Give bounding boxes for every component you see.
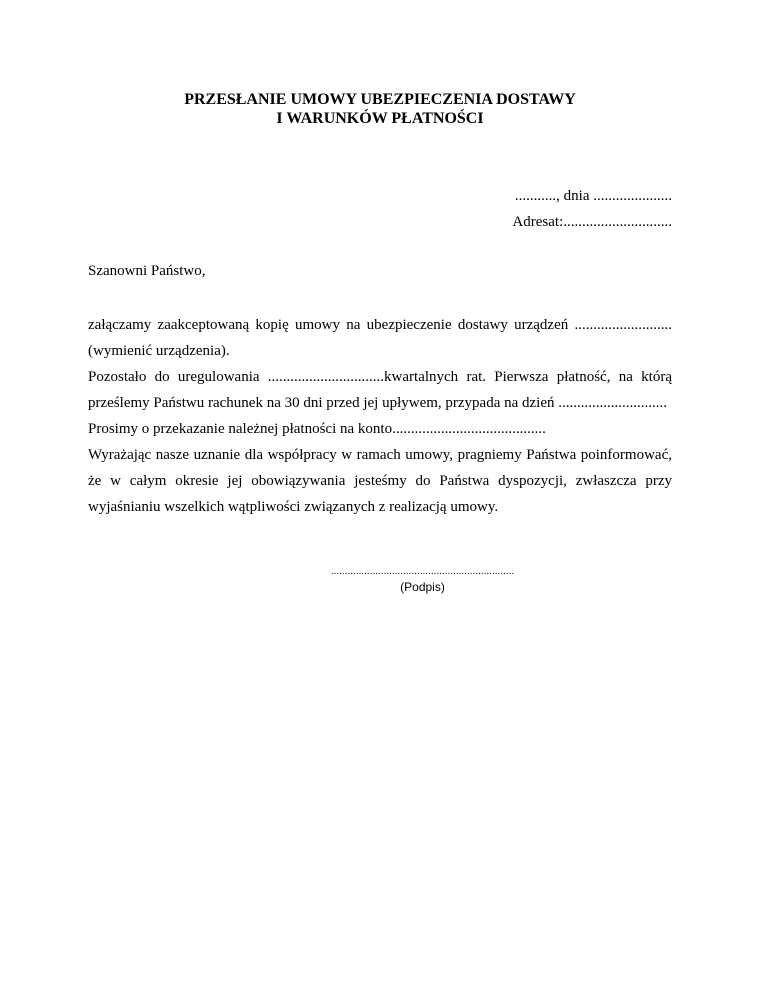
paragraph-installments: Pozostało do uregulowania ...............................kwartalnych rat. Pierwsza płatność, na którą prześlemy Państwu rachunek na 30 dni przed jej upływem, przypada na dzień ............................. — [88, 369, 672, 411]
signature-line: .................................................................. — [330, 566, 515, 577]
document-title — [88, 90, 672, 128]
title-line-2: I WARUNKÓW PŁATNOŚCI — [276, 110, 484, 127]
signature-label: (Podpis) — [400, 580, 445, 594]
title-line-1: PRZESŁANIE UMOWY UBEZPIECZENIA DOSTAWY — [184, 91, 576, 108]
paragraph-payment-request: Prosimy o przekazanie należnej płatności na konto......................................... — [88, 421, 546, 437]
signature-block — [330, 566, 515, 594]
greeting: Szanowni Państwo, — [88, 263, 206, 279]
addressee-line: Adresat:............................. — [512, 214, 672, 230]
paragraph-attachment: załączamy zaakceptowaną kopię umowy na ubezpieczenie dostawy urządzeń .......................... (wymienić urządzenia). — [88, 317, 672, 359]
date-line: ..........., dnia ..................... — [514, 188, 672, 204]
paragraph-closing: Wyrażając nasze uznanie dla współpracy w ramach umowy, pragniemy Państwa poinformować, że w całym okresie jej obowiązywania jesteśmy do Państwa dyspozycji, zwłaszcza przy wyjaśnianiu wszelkich wątpliwości związanych z realizacją umowy. — [88, 447, 672, 515]
letter-body — [88, 312, 672, 520]
